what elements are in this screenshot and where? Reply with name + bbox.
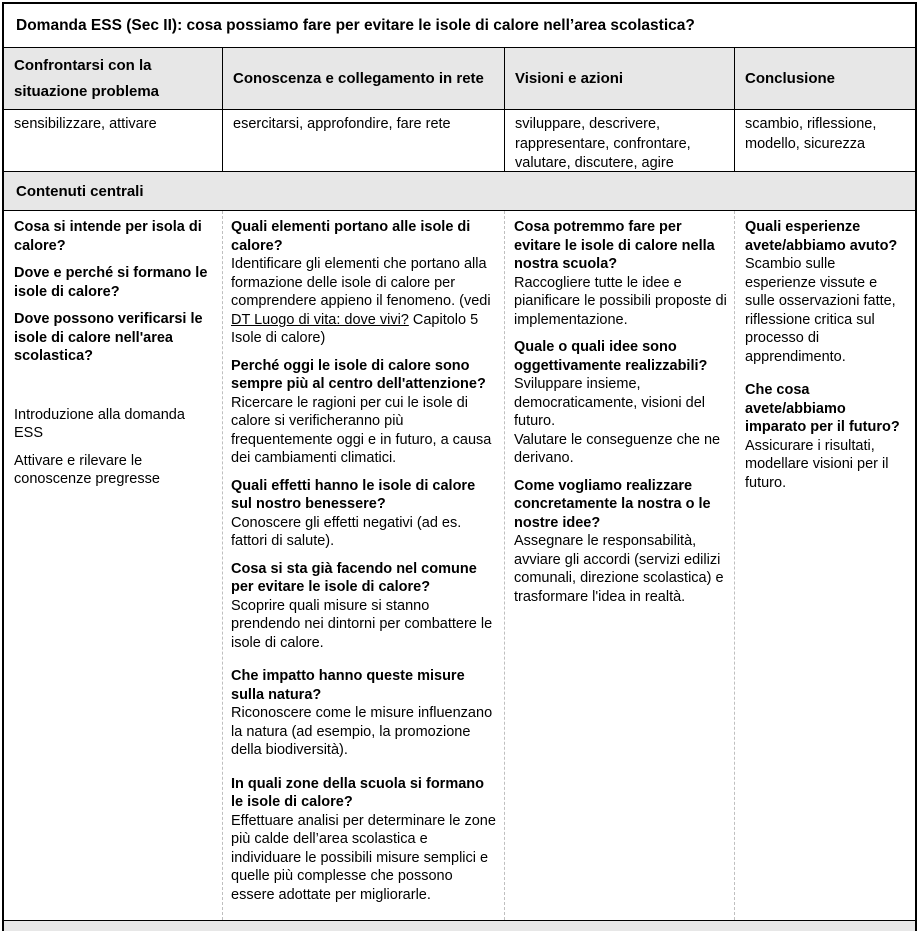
block-question: Dove possono verificarsi le isole di calore nell'area scolastica? xyxy=(14,311,203,364)
content-col-conoscenza xyxy=(222,211,504,920)
phase-header-label: Confrontarsi con la situazione problema xyxy=(14,56,160,100)
phase-verbs-row xyxy=(4,110,915,172)
content-block xyxy=(514,218,727,329)
content-col-visioni xyxy=(504,211,734,920)
phase-header-visioni xyxy=(504,48,734,109)
content-block xyxy=(231,218,496,348)
block-question: Che cosa avete/abbiamo imparato per il futuro? xyxy=(745,382,900,435)
block-question: Quali effetti hanno le isole di calore sul nostro benessere? xyxy=(231,477,476,512)
block-body-text: Identificare gli elementi che portano alla formazione delle isole di calore per comprendere appieno il fenomeno. (vedi xyxy=(231,256,491,309)
block-body: Scoprire quali misure si stanno prendendo nei dintorni per combattere le isole di calore. xyxy=(231,597,493,651)
block-question: Cosa si sta già facendo nel comune per evitare le isole di calore? xyxy=(231,560,477,595)
block-body: Ricercare le ragioni per cui le isole di calore si verificheranno più frequentemente oggi e in futuro, a causa dei cambiamenti climatici. xyxy=(231,394,492,466)
block-question: Dove e perché si formano le isole di calore? xyxy=(14,265,208,300)
ess-question-row xyxy=(4,4,915,48)
block-question: Quali esperienze avete/abbiamo avuto? xyxy=(745,219,898,254)
phase-verbs-visioni: sviluppare, descrivere, rappresentare, confrontare, valutare, discutere, agire xyxy=(504,110,734,171)
section-label: Contenuti centrali xyxy=(16,182,144,200)
block-body-text: Capitolo 5 Isole di calore) xyxy=(231,311,479,346)
content-col-confrontarsi xyxy=(4,211,222,920)
content-block xyxy=(514,338,727,468)
block-body: Sviluppare insieme, democraticamente, visioni del futuro. xyxy=(514,376,706,429)
content-block xyxy=(231,560,496,653)
block-body: Scambio sulle esperienze vissute e sulle osservazioni fatte, riflessione critica sul processo di apprendimento. xyxy=(745,256,896,365)
block-body: Raccogliere tutte le idee e pianificare le possibili proposte di implementazione. xyxy=(514,274,727,328)
ess-question-title: Domanda ESS (Sec II): cosa possiamo fare per evitare le isole di calore nell’area scolastica? xyxy=(16,16,695,34)
phase-header-label: Conoscenza e collegamento in rete xyxy=(233,69,484,87)
content-col-conclusione xyxy=(734,211,915,920)
central-contents-row xyxy=(4,211,915,921)
phase-verbs-confrontarsi: sensibilizzare, attivare xyxy=(14,116,157,132)
content-block xyxy=(514,477,727,607)
block-body: Valutare le conseguenze che ne derivano. xyxy=(514,431,721,466)
block-question: Quale o quali idee sono oggettivamente realizzabili? xyxy=(514,339,708,374)
block-body xyxy=(231,255,496,348)
content-block xyxy=(231,477,496,551)
dt-luogo-di-vita-link[interactable]: DT Luogo di vita: dove vivi? xyxy=(231,311,409,328)
content-block xyxy=(745,218,906,366)
phase-verbs-conoscenza: esercitarsi, approfondire, fare rete xyxy=(222,110,504,171)
block-question: Perché oggi le isole di calore sono sempre più al centro dell'attenzione? xyxy=(231,357,486,392)
block-body: Attivare e rilevare le conoscenze pregresse xyxy=(14,452,160,487)
content-block xyxy=(745,381,906,492)
phase-header-row xyxy=(4,48,915,110)
block-body: Conoscere gli effetti negativi (ad es. fattori di salute). xyxy=(231,514,462,549)
content-block xyxy=(231,775,496,905)
phase-header-conoscenza xyxy=(222,48,504,109)
block-question: Come vogliamo realizzare concretamente la nostra o le nostre idee? xyxy=(514,477,711,531)
content-block xyxy=(231,357,496,468)
block-question: Cosa si intende per isola di calore? xyxy=(14,219,202,254)
phase-verbs-conclusione: scambio, riflessione, modello, sicurezza xyxy=(734,110,915,171)
section-band xyxy=(4,172,915,211)
block-question: In quali zone della scuola si formano le isole di calore? xyxy=(231,775,484,810)
phase-header-confrontarsi xyxy=(4,48,222,109)
content-block xyxy=(14,452,213,489)
block-body: Assegnare le responsabilità, avviare gli accordi (servizi edilizi comunali, direzione scolastica) e trasformare l'idea in realtà. xyxy=(514,533,724,605)
block-body: Introduzione alla domanda ESS xyxy=(14,406,185,441)
block-body: Riconoscere come le misure influenzano la natura (ad esempio, la promozione della biodiversità). xyxy=(231,705,493,758)
block-question: Cosa potremmo fare per evitare le isole di calore nella nostra scuola? xyxy=(514,219,715,272)
content-block xyxy=(14,406,213,443)
block-body: Assicurare i risultati, modellare visioni per il futuro. xyxy=(745,437,889,491)
block-question: Quali elementi portano alle isole di calore? xyxy=(231,219,471,254)
next-section-band-partial xyxy=(4,921,915,931)
block-body: Effettuare analisi per determinare le zone più calde dell’area scolastica e individuare le possibili misure semplici e quelle più complesse che possono essere adottate per migliorarle. xyxy=(231,812,496,903)
phase-header-label: Conclusione xyxy=(745,69,836,87)
phase-header-label: Visioni e azioni xyxy=(515,69,624,87)
content-block xyxy=(231,667,496,760)
ess-planning-table xyxy=(2,2,917,931)
block-question: Che impatto hanno queste misure sulla natura? xyxy=(231,668,465,703)
content-block xyxy=(14,310,213,366)
phase-header-conclusione xyxy=(734,48,915,109)
content-block xyxy=(14,218,213,255)
content-block xyxy=(14,264,213,301)
